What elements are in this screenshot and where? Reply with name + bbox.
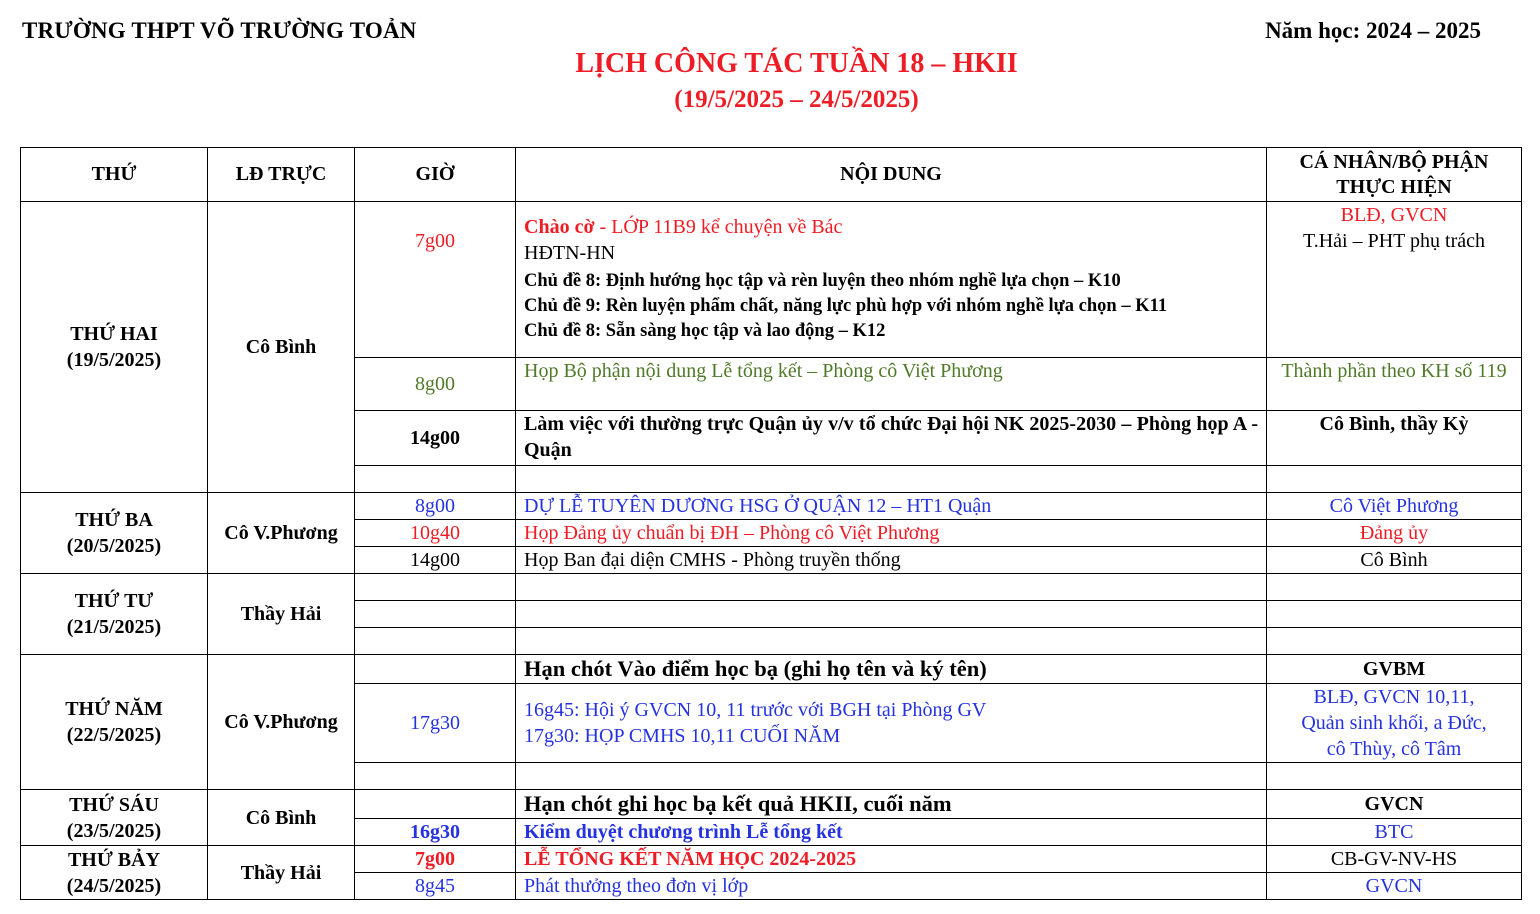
day-date: (21/5/2025) <box>66 616 162 638</box>
assignee-cell <box>1267 763 1522 790</box>
content-cell: Hạn chót Vào điểm học bạ (ghi họ tên và ký tên) <box>516 655 1267 684</box>
assignee-cell: BTC <box>1267 819 1522 846</box>
content-text: Chủ đề 8: Sẵn sàng học tập và lao động – K12 <box>524 321 886 341</box>
content-cell: Họp Đảng ủy chuẩn bị ĐH – Phòng cô Việt Phương <box>516 520 1267 547</box>
col-header-day: THỨ <box>21 148 208 202</box>
table-row-empty <box>21 574 1522 601</box>
content-cell <box>516 574 1267 601</box>
table-row <box>21 202 1522 358</box>
time-cell: 8g45 <box>355 873 516 900</box>
time-cell: 16g30 <box>355 819 516 846</box>
table-row <box>21 493 1522 520</box>
duty-cell: Thầy Hải <box>208 846 355 900</box>
day-date: (23/5/2025) <box>66 819 162 842</box>
content-text: Chủ đề 9: Rèn luyện phẩm chất, năng lực phù hợp với nhóm nghề lựa chọn – K11 <box>524 296 1168 316</box>
day-date: (24/5/2025) <box>66 874 162 897</box>
duty-cell: Cô Bình <box>208 202 355 493</box>
day-name: THỨ TƯ <box>74 590 154 612</box>
assignee-cell <box>1267 202 1522 358</box>
assignee-cell: Đảng ủy <box>1267 520 1522 547</box>
duty-cell: Thầy Hải <box>208 574 355 655</box>
col-header-assignee-line1: CÁ NHÂN/BỘ PHẬN <box>1299 150 1489 173</box>
time-cell: 8g00 <box>355 358 516 411</box>
table-header-row <box>21 148 1522 202</box>
col-header-duty: LĐ TRỰC <box>208 148 355 202</box>
table-row <box>21 790 1522 819</box>
content-cell: LỄ TỔNG KẾT NĂM HỌC 2024-2025 <box>516 846 1267 873</box>
day-date: (19/5/2025) <box>66 349 162 371</box>
time-cell <box>355 790 516 819</box>
content-cell <box>516 202 1267 358</box>
page-title: LỊCH CÔNG TÁC TUẦN 18 – HKII <box>575 48 1018 79</box>
assignee-cell: GVCN <box>1267 790 1522 819</box>
table-row <box>21 846 1522 873</box>
time-cell: 8g00 <box>355 493 516 520</box>
time-cell <box>355 601 516 628</box>
content-text: 16g45: Hội ý GVCN 10, 11 trước với BGH tại Phòng GV <box>524 699 987 721</box>
time-cell: 10g40 <box>355 520 516 547</box>
content-text: 17g30: HỌP CMHS 10,11 CUỐI NĂM <box>524 725 841 747</box>
assignee-text: T.Hải – PHT phụ trách <box>1302 230 1485 252</box>
assignee-text: BLĐ, GVCN 10,11, <box>1313 686 1475 708</box>
assignee-cell <box>1267 628 1522 655</box>
time-cell <box>355 466 516 493</box>
day-name: THỨ BẢY <box>67 848 161 871</box>
school-name: TRƯỜNG THPT VÕ TRƯỜNG TOẢN <box>22 18 417 43</box>
content-cell <box>516 763 1267 790</box>
time-cell <box>355 628 516 655</box>
assignee-text: BLĐ, GVCN <box>1340 204 1448 226</box>
duty-cell: Cô V.Phương <box>208 655 355 790</box>
day-name: THỨ BA <box>75 509 153 531</box>
table-row <box>21 655 1522 684</box>
content-cell <box>516 628 1267 655</box>
content-text: HĐTN-HN <box>524 242 616 264</box>
duty-cell: Cô V.Phương <box>208 493 355 574</box>
content-cell: Làm việc với thường trực Quận ủy v/v tổ chức Đại hội NK 2025-2030 – Phòng họp A - Quận <box>516 411 1267 466</box>
time-cell: 7g00 <box>355 846 516 873</box>
date-range: (19/5/2025 – 24/5/2025) <box>674 86 919 113</box>
time-cell <box>355 655 516 684</box>
col-header-time: GIỜ <box>355 148 516 202</box>
schedule-table <box>20 147 1522 900</box>
content-cell: Kiểm duyệt chương trình Lễ tổng kết <box>516 819 1267 846</box>
col-header-assignee <box>1267 148 1522 202</box>
assignee-cell: Thành phần theo KH số 119 <box>1267 358 1522 411</box>
assignee-cell <box>1267 466 1522 493</box>
school-year: Năm học: 2024 – 2025 <box>1265 18 1481 43</box>
content-cell: Họp Ban đại diện CMHS - Phòng truyền thống <box>516 547 1267 574</box>
time-cell <box>355 763 516 790</box>
duty-cell: Cô Bình <box>208 790 355 846</box>
time-cell: 14g00 <box>355 547 516 574</box>
content-text: Chủ đề 8: Định hướng học tập và rèn luyện theo nhóm nghề lựa chọn – K10 <box>524 271 1121 291</box>
content-cell <box>516 601 1267 628</box>
assignee-cell <box>1267 601 1522 628</box>
content-flag-chao-co: Chào cờ <box>524 216 595 238</box>
time-cell <box>355 574 516 601</box>
content-cell <box>516 466 1267 493</box>
assignee-text: Quản sinh khối, a Đức, <box>1301 712 1487 734</box>
day-date: (20/5/2025) <box>66 535 162 557</box>
content-cell <box>516 684 1267 763</box>
day-cell-wed <box>21 574 208 655</box>
day-name: THỨ HAI <box>70 323 158 345</box>
content-cell: Phát thưởng theo đơn vị lớp <box>516 873 1267 900</box>
col-header-content: NỘI DUNG <box>516 148 1267 202</box>
content-cell: Họp Bộ phận nội dung Lễ tổng kết – Phòng cô Việt Phương <box>516 358 1267 411</box>
day-cell-tue <box>21 493 208 574</box>
content-cell: DỰ LỄ TUYÊN DƯƠNG HSG Ở QUẬN 12 – HT1 Quận <box>516 493 1267 520</box>
day-cell-mon <box>21 202 208 493</box>
assignee-cell: Cô Việt Phương <box>1267 493 1522 520</box>
content-cell: Hạn chót ghi học bạ kết quả HKII, cuối năm <box>516 790 1267 819</box>
day-cell-fri <box>21 790 208 846</box>
time-cell: 17g30 <box>355 684 516 763</box>
assignee-text: cô Thùy, cô Tâm <box>1326 738 1462 760</box>
time-cell: 14g00 <box>355 411 516 466</box>
assignee-cell <box>1267 684 1522 763</box>
assignee-cell: Cô Bình <box>1267 547 1522 574</box>
assignee-cell: GVBM <box>1267 655 1522 684</box>
assignee-cell: GVCN <box>1267 873 1522 900</box>
day-cell-sat <box>21 846 208 900</box>
assignee-cell <box>1267 574 1522 601</box>
day-cell-thu <box>21 655 208 790</box>
content-text: - LỚP 11B9 kể chuyện về Bác <box>594 216 843 238</box>
day-name: THỨ SÁU <box>69 793 159 816</box>
time-cell: 7g00 <box>355 202 516 358</box>
day-date: (22/5/2025) <box>66 724 162 746</box>
assignee-cell: Cô Bình, thầy Kỳ <box>1267 411 1522 466</box>
assignee-cell: CB-GV-NV-HS <box>1267 846 1522 873</box>
day-name: THỨ NĂM <box>65 698 163 720</box>
col-header-assignee-line2: THỰC HIỆN <box>1336 175 1452 198</box>
